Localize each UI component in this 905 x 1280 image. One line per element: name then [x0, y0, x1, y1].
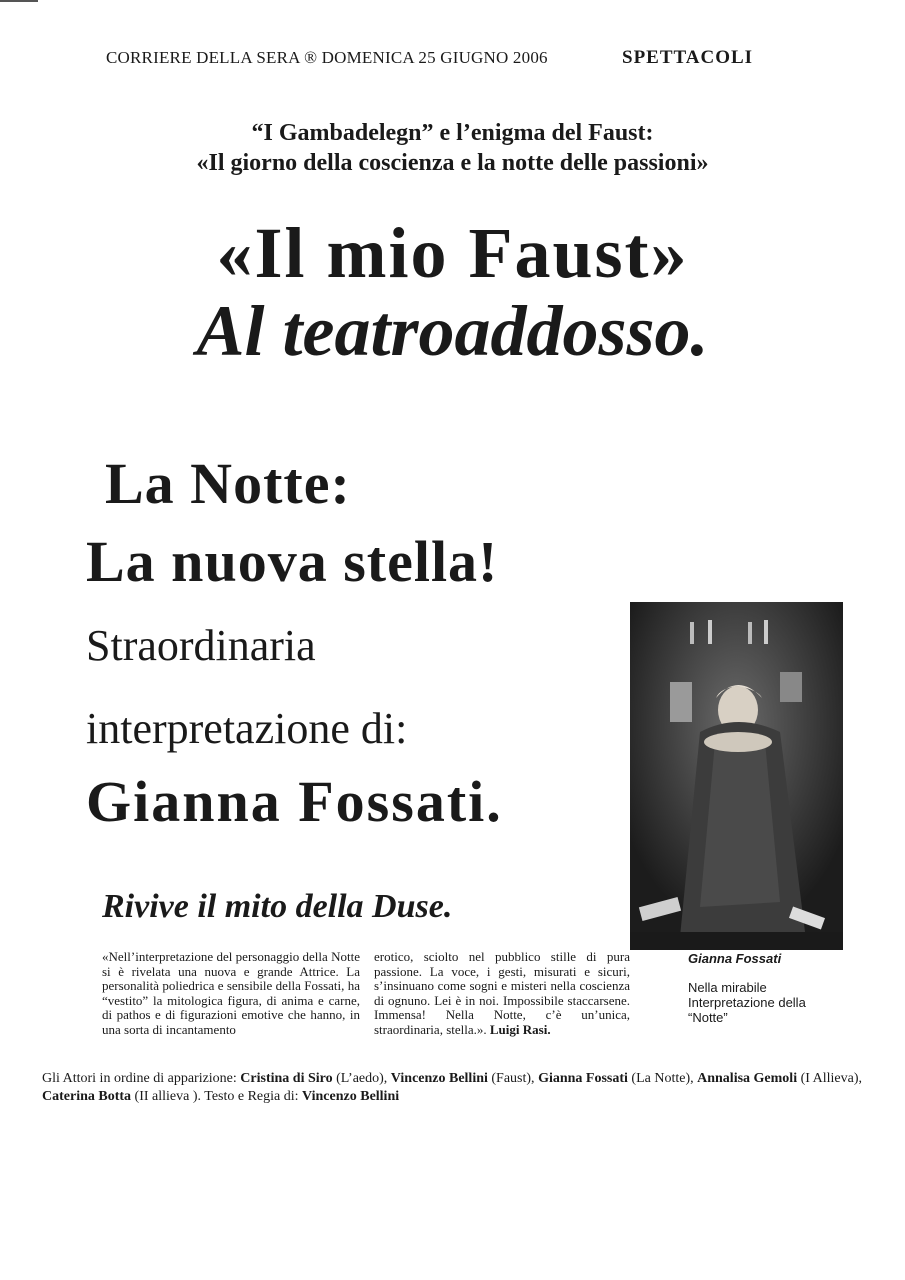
actor-role: (La Notte),	[627, 1071, 698, 1086]
main-title-italic: Al teatroaddosso.	[196, 291, 709, 371]
subtitle-line-2: «Il giorno della coscienza e la notte delle passioni»	[196, 150, 709, 176]
photo-illustration	[630, 602, 843, 950]
actor-name: Cristina di Siro	[240, 1071, 333, 1086]
photo-caption-name: Gianna Fossati	[688, 951, 782, 966]
actor-role: (II allieva ). Testo e Regia di:	[131, 1089, 303, 1104]
cast-credits	[42, 1070, 862, 1106]
headline-interpretazione: interpretazione di:	[86, 704, 408, 753]
subtitle-line-1: “I Gambadelegn” e l’enigma del Faust:	[251, 120, 654, 146]
section-label: SPETTACOLI	[622, 47, 754, 68]
headline-stella: La nuova stella!	[86, 529, 499, 594]
article-author: Luigi Rasi.	[489, 1021, 551, 1037]
newspaper-header: CORRIERE DELLA SERA ® DOMENICA 25 GIUGNO 2006	[106, 48, 548, 67]
credits-intro: Gli Attori in ordine di apparizione:	[42, 1071, 241, 1086]
article-column-1: «Nell’interpretazione del personaggio della Notte si è rivelata una nuova e grande Attrice. La personalità poliedrica e sensibile della Fossati, ha “vestito” la mitologica figura, di anima e carne, di pathos e di figurazioni emotive che hanno, in una sorta di incantamento	[102, 949, 360, 1037]
actress-photo	[630, 602, 843, 950]
actor-name: Annalisa Gemoli	[697, 1071, 798, 1086]
actor-name: Gianna Fossati	[538, 1071, 628, 1086]
article-column-2	[374, 950, 630, 1037]
actor-role: (I Allieva),	[797, 1071, 863, 1086]
tagline: Rivive il mito della Duse.	[102, 888, 453, 925]
headline-actress-name: Gianna Fossati.	[86, 769, 503, 834]
article-column-2-text: erotico, sciolto nel pubblico stille di pura passione. La voce, i gesti, misurati e sicuri, s’insinuano come sogni e misteri nella coscienza di ognuno. Lei è in noi. Impossibile staccarsene. Immensa! Nella Notte, c’è un’unica, straordinaria, stella.».	[374, 949, 630, 1037]
actor-name: Caterina Botta	[42, 1089, 132, 1104]
edge-mark	[0, 0, 38, 2]
headline-notte: La Notte:	[105, 451, 351, 516]
director-name: Vincenzo Bellini	[302, 1089, 400, 1104]
photo-caption-description: Nella mirabile Interpretazione della “Notte”	[688, 980, 806, 1025]
actor-role: (L’aedo),	[332, 1071, 391, 1086]
main-title: «Il mio Faust»	[216, 213, 689, 293]
headline-straordinaria: Straordinaria	[86, 621, 316, 670]
actor-name: Vincenzo Bellini	[390, 1071, 488, 1086]
actor-role: (Faust),	[487, 1071, 539, 1086]
